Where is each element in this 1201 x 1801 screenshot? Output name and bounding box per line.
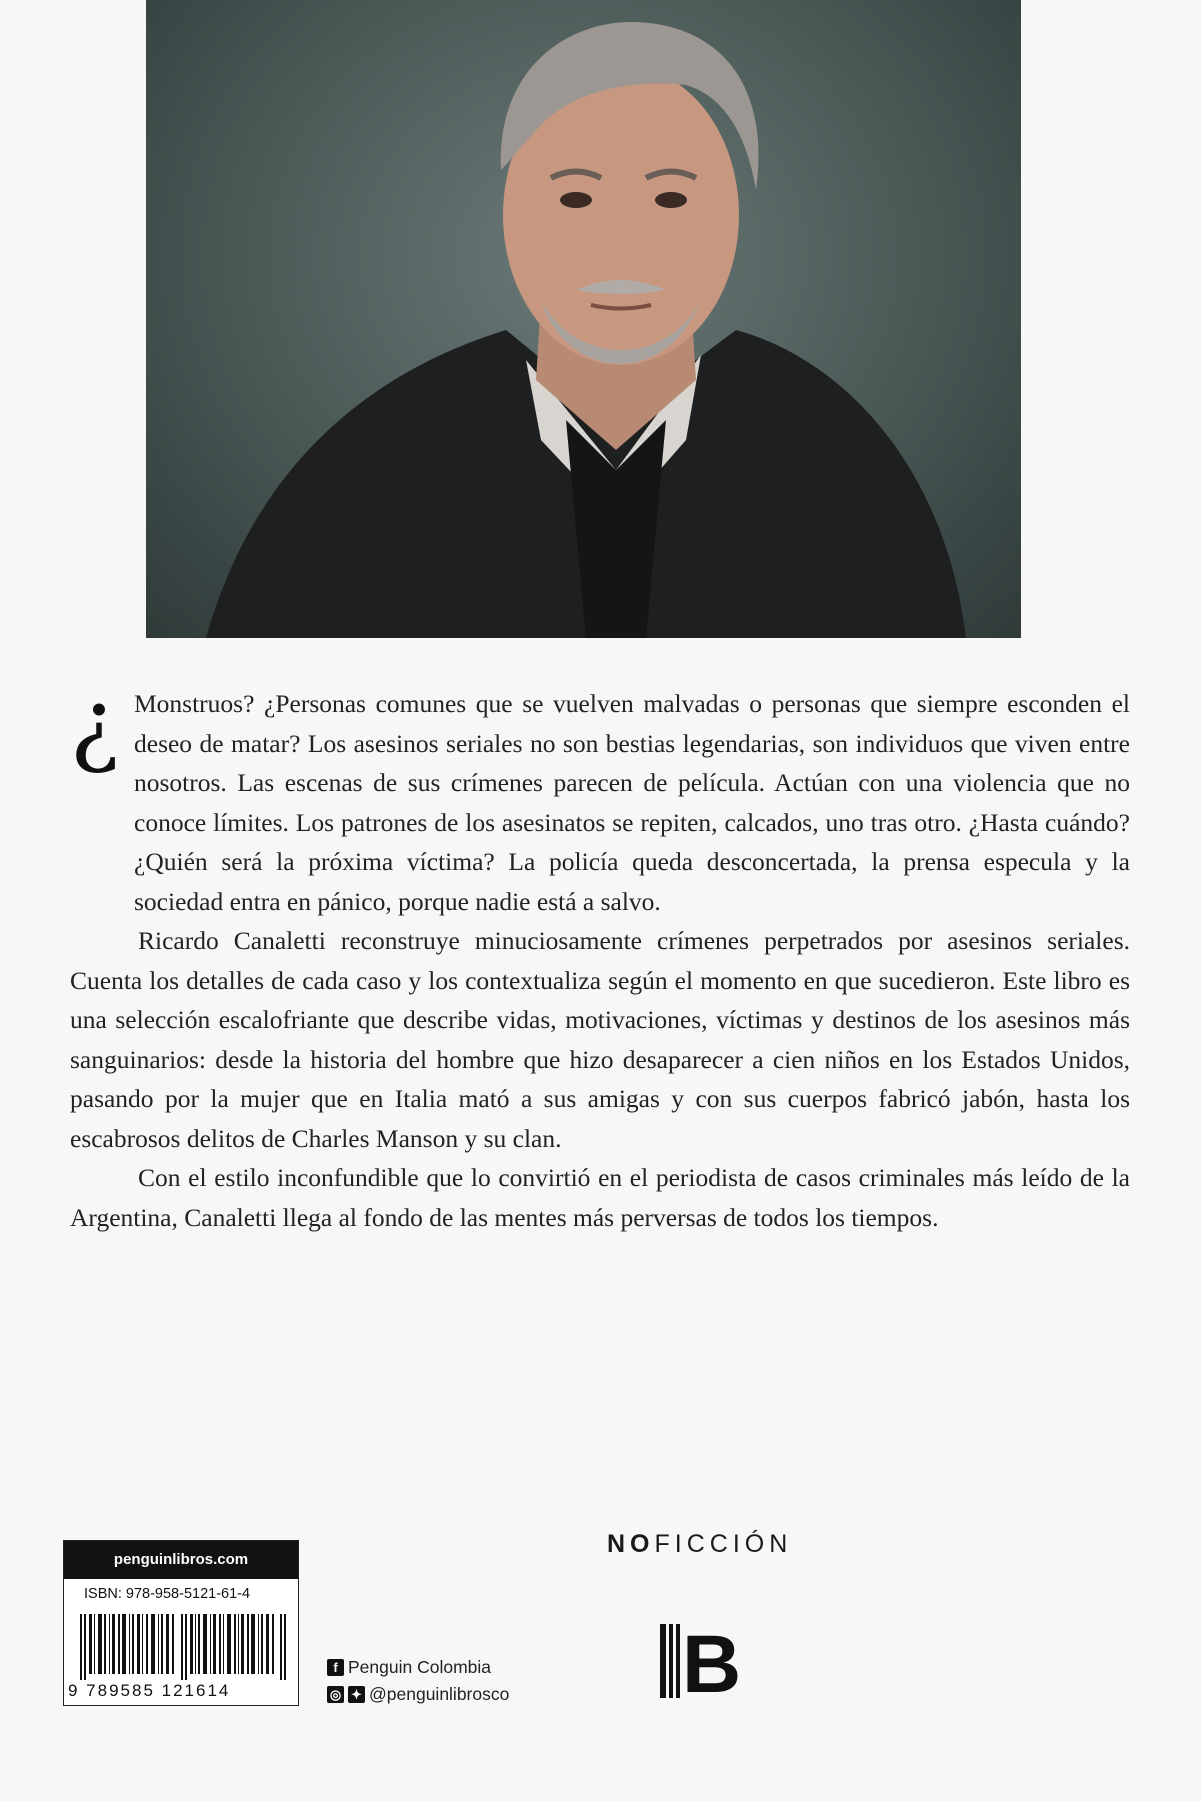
instagram-icon: ◎ [327,1686,344,1703]
drop-cap: ¿ [70,670,120,777]
blurb-paragraph-2: Ricardo Canaletti reconstruye minuciosamente crímenes perpetrados por asesinos seriales. Cuenta los detalles de cada caso y los contextualiza según el momento en que sucedieron. Este libro es una selección escalofriante que describe vidas, motivaciones, víctimas y destinos de los asesinos más sanguinarios: desde la historia del hombre que hizo desaparecer a cien niños en los Estados Unidos, pasando por la mujer que en Italia mató a sus amigas y con sus cuerpos fabricó jabón, hasta los escabrosos delitos de Charles Manson y su clan. [70,926,1130,1153]
facebook-label: Penguin Colombia [348,1657,492,1677]
imprint-category-label [607,1530,792,1559]
publisher-website: penguinlibros.com [64,1541,298,1579]
label-bold-part: NO [607,1530,655,1558]
blurb-paragraph-1-text: Monstruos? ¿Personas comunes que se vuelven malvadas o personas que siempre esconden el deseo de matar? Los asesinos seriales no son bestias legendarias, son individuos que viven entre nosotros. Las escenas de sus crímenes parecen de película. Actúan con una violencia que no conoce límites. Los patrones de los asesinatos se repiten, calcados, uno tras otro. ¿Hasta cuándo? ¿Quién será la próxima víctima? La policía queda desconcertada, la prensa especula y la sociedad entra en pánico, porque nadie está a salvo. [134,689,1130,916]
author-photo [146,0,1021,638]
barcode-bars [80,1614,290,1680]
logo-letter: B [682,1624,742,1698]
twitter-icon: ✦ [348,1686,365,1703]
barcode-block [63,1540,299,1706]
ediciones-b-logo [660,1624,746,1698]
label-rest-part: FICCIÓN [654,1530,793,1558]
back-cover-blurb [70,670,1130,1237]
barcode-digits: 9 789585 121614 [68,1681,231,1700]
social-handle: @penguinlibrosco [369,1684,510,1704]
social-handle-link[interactable] [327,1684,509,1705]
blurb-paragraph-3: Con el estilo inconfundible que lo convirtió en el periodista de casos criminales más leído de la Argentina, Canaletti llega al fondo de las mentes más perversas de todos los tiempos. [70,1163,1130,1232]
facebook-link[interactable] [327,1657,491,1678]
blurb-paragraph-1 [70,670,1130,921]
facebook-icon: f [327,1659,344,1676]
isbn-text: ISBN: 978-958-5121-61-4 [84,1586,251,1602]
